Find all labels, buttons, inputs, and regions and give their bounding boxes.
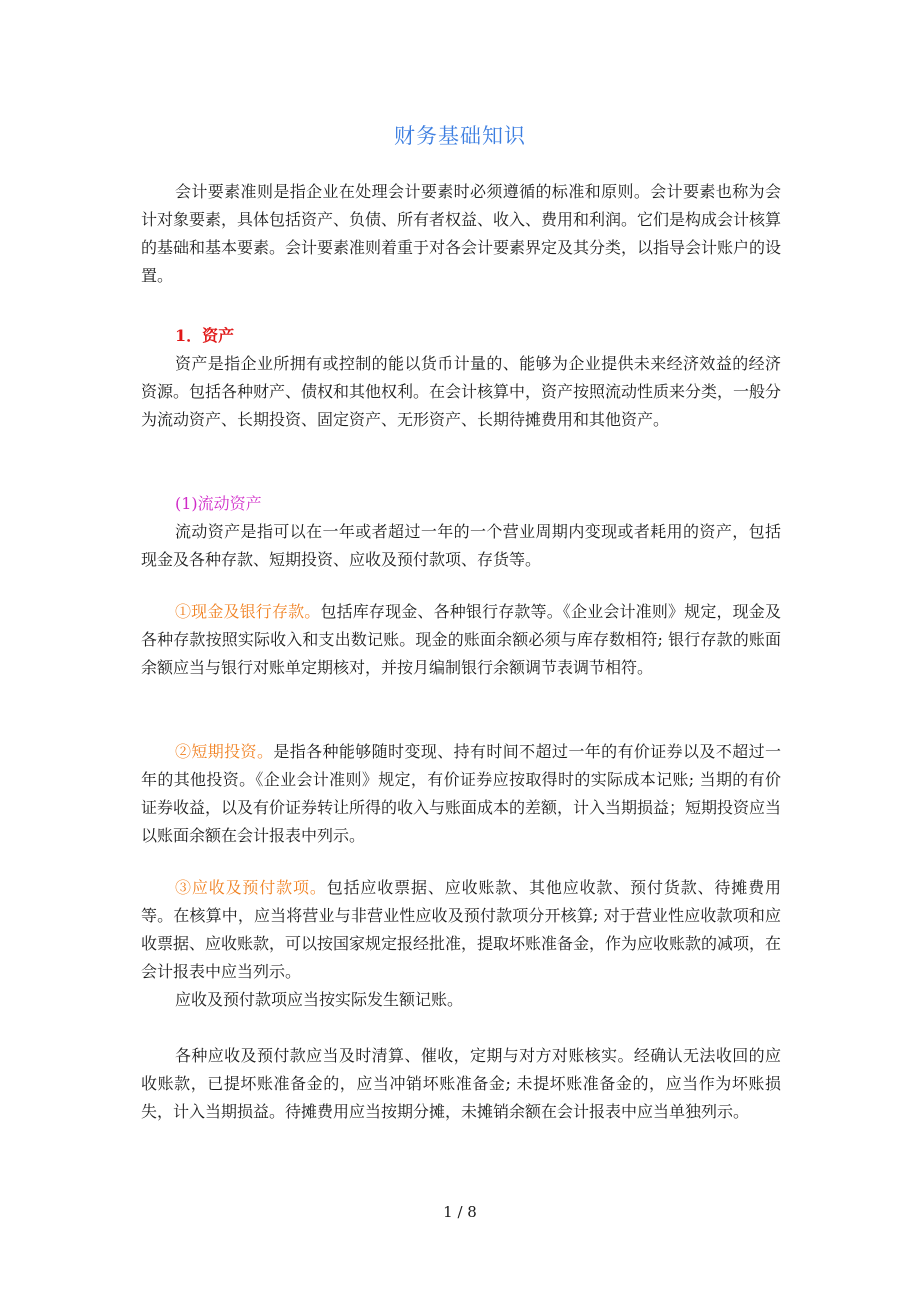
item-receivables-label: ③应收及预付款项。	[175, 878, 327, 897]
item-receivables-text: 包括应收票据、应收账款、其他应收款、预付货款、待摊费用等。在核算中，应当将营业与非营业性应收及预付款项分开核算; 对于营业性应收款项和应收票据、应收账款，可以按国家规定报经批准，提取坏账准备金，作为应收账款的减项，在会计报表中应当列示。	[141, 878, 782, 981]
intro-paragraph: 会计要素准则是指企业在处理会计要素时必须遵循的标准和原则。会计要素也称为会计对象要素，具体包括资产、负债、所有者权益、收入、费用和利润。它们是构成会计核算的基础和基本要素。会计要素准则着重于对各会计要素界定及其分类，以指导会计账户的设置。	[141, 182, 782, 285]
page-number: 1 / 8	[443, 1203, 477, 1221]
assets-paragraph: 资产是指企业所拥有或控制的能以货币计量的、能够为企业提供未来经济效益的经济资源。包括各种财产、债权和其他权利。在会计核算中，资产按照流动性质来分类，一般分为流动资产、长期投资、固定资产、无形资产、长期待摊费用和其他资产。	[141, 354, 782, 429]
item-receivables-paragraph	[141, 874, 781, 986]
item-cash-paragraph	[141, 598, 781, 682]
item-cash-label: ①现金及银行存款。	[175, 602, 321, 621]
current-assets-paragraph: 流动资产是指可以在一年或者超过一年的一个营业周期内变现或者耗用的资产，包括现金及各种存款、短期投资、应收及预付款项、存货等。	[141, 522, 781, 569]
item-cash-text: 包括库存现金、各种银行存款等。《企业会计准则》规定，现金及各种存款按照实际收入和支出数记账。现金的账面余额必须与库存数相符; 银行存款的账面余额应当与银行对账单定期核对，并按月编制银行余额调节表调节相符。	[141, 602, 781, 677]
item-short-investment-paragraph	[141, 738, 781, 850]
page-title: 财务基础知识	[394, 124, 526, 148]
item-short-investment-label: ②短期投资。	[175, 742, 274, 761]
receivables-settlement-paragraph: 各种应收及预付款应当及时清算、催收，定期与对方对账核实。经确认无法收回的应收账款，已提坏账准备金的，应当冲销坏账准备金; 未提坏账准备金的，应当作为坏账损失，计入当期损益。待摊费用应当按期分摊，未摊销余额在会计报表中应当单独列示。	[141, 1046, 781, 1121]
section-heading-assets: 1．资产	[175, 326, 235, 345]
receivables-note-paragraph: 应收及预付款项应当按实际发生额记账。	[175, 990, 464, 1009]
item-short-investment-text: 是指各种能够随时变现、持有时间不超过一年的有价证券以及不超过一年的其他投资。《企业会计准则》规定，有价证券应按取得时的实际成本记账; 当期的有价证券收益，以及有价证券转让所得的收入与账面成本的差额，计入当期损益；短期投资应当以账面余额在会计报表中列示。	[141, 742, 782, 845]
subsection-heading-current-assets: (1)流动资产	[175, 494, 262, 513]
